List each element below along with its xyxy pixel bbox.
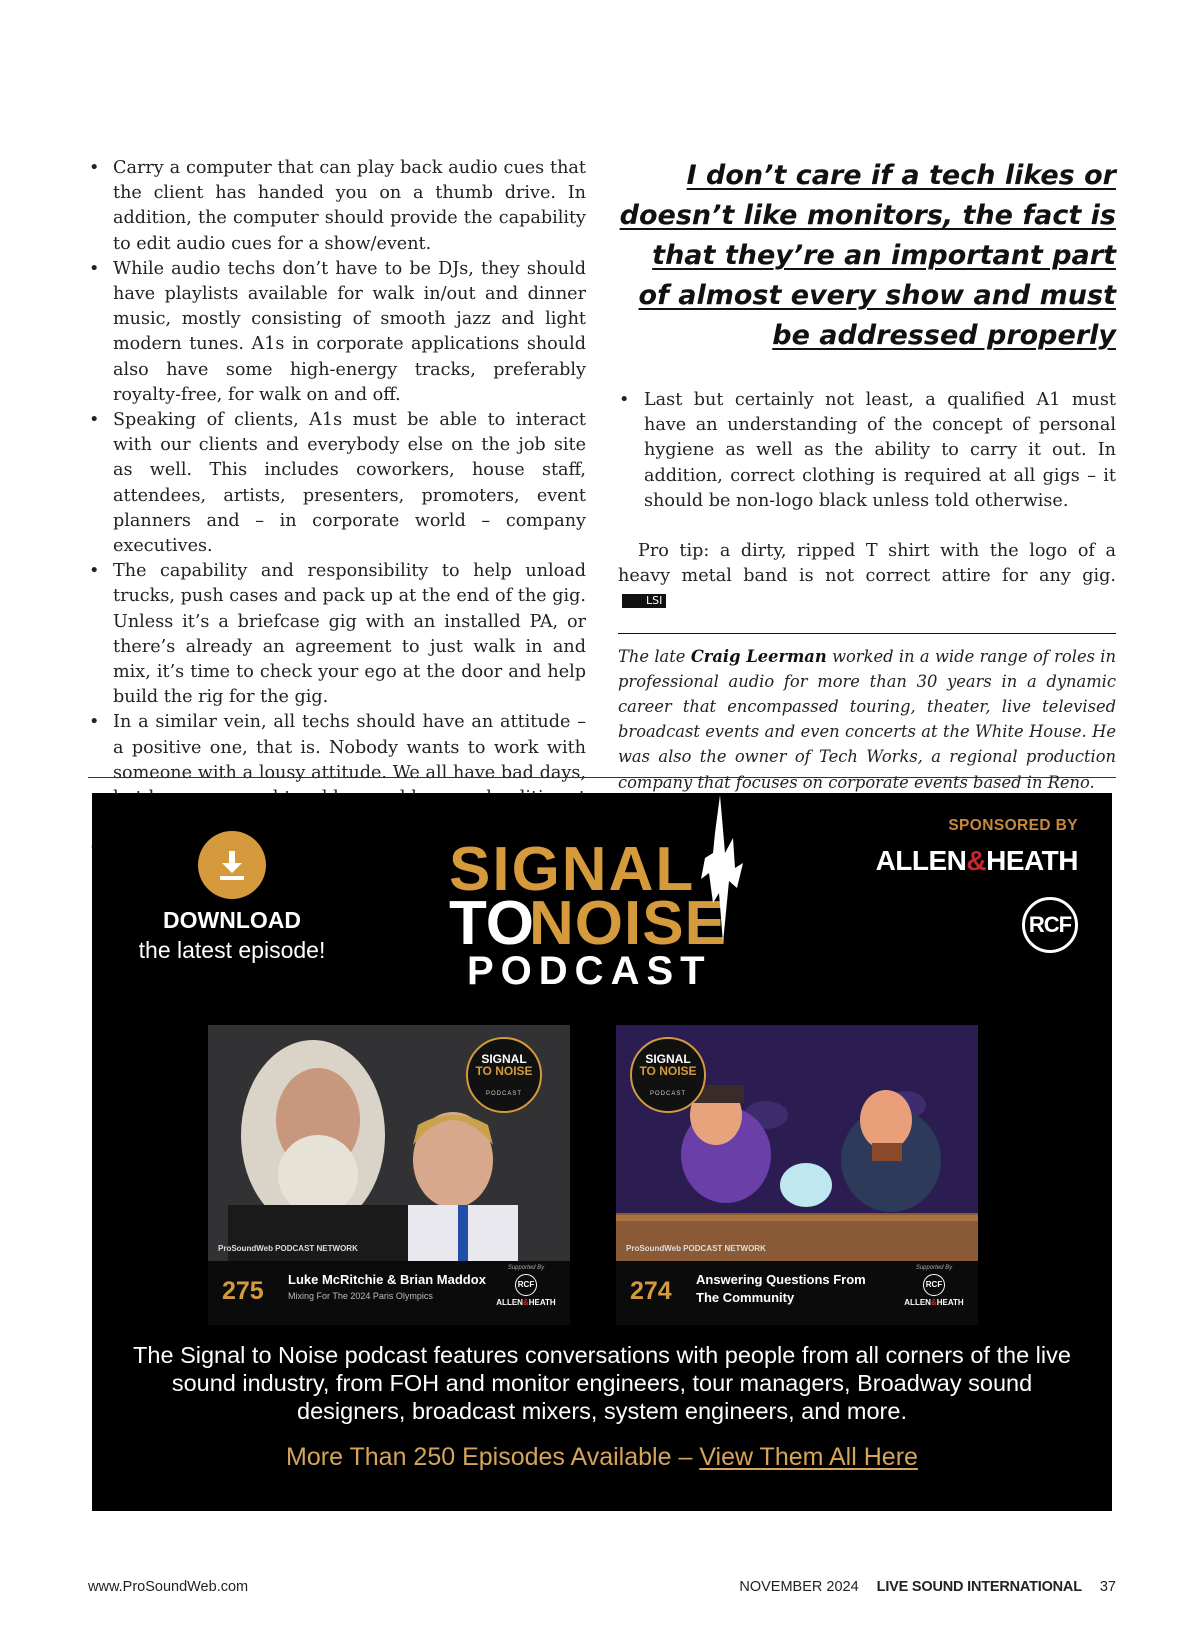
bio-divider bbox=[618, 633, 1116, 634]
episode-sponsors: Supported By RCF ALLEN&HEATH bbox=[904, 1265, 964, 1307]
podcast-ad[interactable] bbox=[92, 793, 1112, 1511]
footer-issue-info bbox=[739, 1579, 1116, 1595]
download-subheading: the latest episode! bbox=[138, 937, 326, 963]
podcast-description: The Signal to Noise podcast features conversations with people from all corners of the live sound industry, from FOH and monitor engineers, tour managers, Broadway sound designers, broadcast mixers, system engineers, and more. bbox=[133, 1342, 1071, 1424]
network-tag: ProSoundWeb PODCAST NETWORK bbox=[626, 1244, 766, 1253]
list-item: • Speaking of clients, A1s must be able to interact with our clients and everybody else on the job site as well. This includes coworkers, house staff, attendees, artists, presenters, promoters, event planners and – in corporate world – company executives. bbox=[88, 408, 586, 559]
episode-mini-logo: SIGNAL TO NOISE PODCAST bbox=[630, 1037, 706, 1113]
episode-subtitle: Mixing For The 2024 Paris Olympics bbox=[288, 1291, 433, 1301]
issue-date: NOVEMBER 2024 bbox=[739, 1579, 859, 1595]
episode-card-274[interactable] bbox=[616, 1025, 978, 1325]
list-item: • The capability and responsibility to help unload trucks, push cases and pack up at the end of the gig. Unless it’s a briefcase gig with an installed PA, or there’s already an agreement to just walk in and mix, it’s time to check your ego at the door and help build the rig for the gig. bbox=[88, 559, 586, 710]
rcf-logo: RCF bbox=[1022, 897, 1078, 953]
bio-prefix: The late bbox=[618, 646, 686, 666]
episode-number: 274 bbox=[630, 1277, 672, 1305]
download-heading: DOWNLOAD bbox=[163, 907, 301, 933]
episode-sponsors: Supported By RCF ALLEN&HEATH bbox=[496, 1265, 556, 1307]
episode-strip bbox=[616, 1261, 978, 1325]
view-all-episodes-link[interactable]: View Them All Here bbox=[699, 1443, 918, 1471]
logo-word-signal: SIGNAL bbox=[449, 835, 696, 904]
episodes-count-text: More Than 250 Episodes Available – bbox=[286, 1443, 693, 1471]
list-item: • In a similar vein, all techs should have an attitude – a positive one, that is. Nobody wants to work with someone with a lousy attitude. We all have bad days, bbox=[88, 710, 586, 836]
list-item: • Carry a computer that can play back audio cues that the client has handed you on a thumb drive. In addition, the computer should provide the capability to edit audio cues for a show/event. bbox=[88, 156, 586, 257]
episode-mini-logo: SIGNAL TO NOISE PODCAST bbox=[466, 1037, 542, 1113]
allen-heath-logo: ALLEN&HEATH bbox=[875, 845, 1078, 876]
list-item: • Last but certainly not least, a qualified A1 must have an understanding of the concept of personal hygiene as well as the ability to carry it out. In addition, correct clothing is required at all gigs – it should be non-logo black unless told otherwise. bbox=[618, 388, 1116, 514]
logo-word-noise: NOISE bbox=[529, 889, 727, 958]
episodes-callout bbox=[92, 1443, 1112, 1472]
signal-to-noise-logo bbox=[447, 793, 767, 993]
download-icon bbox=[215, 848, 249, 882]
episode-number: 275 bbox=[222, 1277, 264, 1305]
download-callout[interactable] bbox=[112, 905, 352, 965]
network-tag: ProSoundWeb PODCAST NETWORK bbox=[218, 1244, 358, 1253]
list-item: • While audio techs don’t have to be DJs, they should have playlists available for walk in/out and dinner music, mostly consisting of smooth jazz and light modern tunes. A1s in corporate applications should also have some high-energy tracks, preferably royalty-free, for walk on and off. bbox=[88, 257, 586, 408]
end-mark-badge: LSI bbox=[622, 594, 666, 608]
episode-strip bbox=[208, 1261, 570, 1325]
bio-text: worked in a wide range of roles in professional audio for more than 30 years in a dynamic career that encompassed touring, theater, live televised broadcast events and even concerts at the White House. He was also the owner of Tech Works, a regional production company that focuses on corporate events based in Reno. bbox=[618, 646, 1116, 792]
pro-tip-paragraph bbox=[618, 539, 1116, 615]
download-button[interactable] bbox=[198, 831, 266, 899]
website-url[interactable]: www.ProSoundWeb.com bbox=[88, 1579, 249, 1595]
episode-title: Luke McRitchie & Brian Maddox bbox=[288, 1272, 486, 1287]
author-name: Craig Leerman bbox=[690, 646, 827, 666]
logo-word-to: TO bbox=[449, 889, 534, 958]
episode-title: Answering Questions From The Community bbox=[696, 1272, 866, 1305]
sponsored-by-label: SPONSORED BY bbox=[948, 817, 1078, 834]
requirements-list-continued bbox=[618, 388, 1116, 514]
pro-tip-text: Pro tip: a dirty, ripped T shirt with the logo of a heavy metal band is not correct attire for any gig. bbox=[618, 541, 1116, 587]
logo-word-podcast: PODCAST bbox=[467, 949, 712, 993]
episode-card-275[interactable] bbox=[208, 1025, 570, 1325]
magazine-name: LIVE SOUND INTERNATIONAL bbox=[876, 1579, 1082, 1595]
section-divider bbox=[88, 777, 1116, 778]
page-number: 37 bbox=[1099, 1579, 1116, 1595]
right-column bbox=[618, 156, 1116, 795]
pull-quote bbox=[618, 156, 1116, 356]
author-bio bbox=[618, 644, 1116, 795]
waveform-icon bbox=[685, 793, 755, 953]
pull-quote-text: I don’t care if a tech likes or doesn’t like monitors, the fact is that they’re an important part of almost every show and must be addressed properly bbox=[619, 160, 1116, 351]
